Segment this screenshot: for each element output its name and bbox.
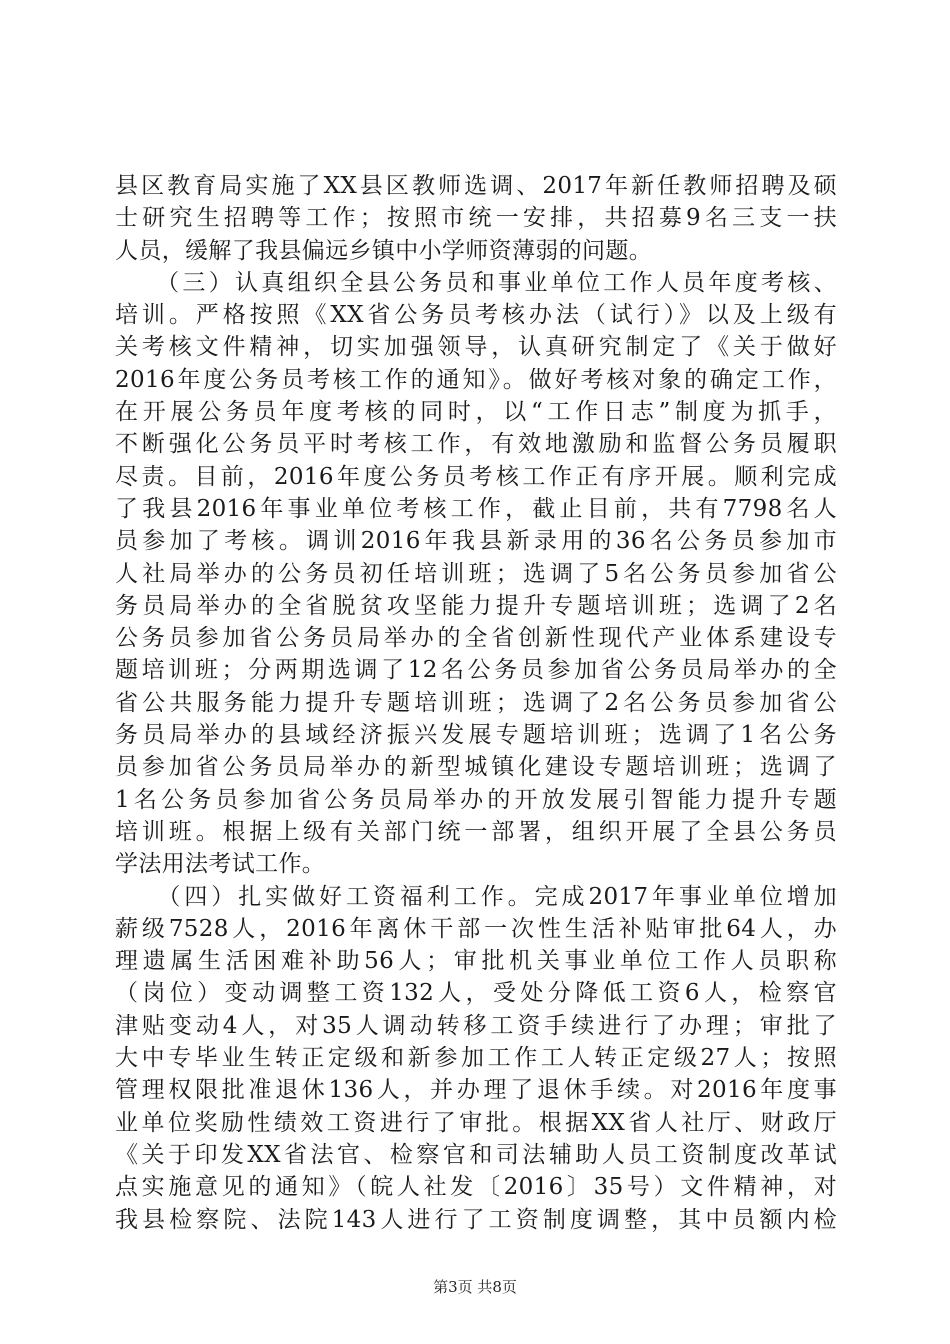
text-line: 务员局举办的全省脱贫攻坚能力提升专题培训班；选调了2名 <box>115 592 837 619</box>
text-line: 员参加省公务员局举办的新型城镇化建设专题培训班；选调了 <box>115 754 837 781</box>
text-line: 学法用法考试工作。 <box>115 851 326 878</box>
text-line: 点实施意见的通知》（皖人社发〔2016〕35号）文件精神，对 <box>115 1174 837 1201</box>
text-line: （岗位）变动调整工资132人，受处分降低工资6人，检察官 <box>115 980 837 1007</box>
text-line: 1名公务员参加省公务员局举办的开放发展引智能力提升专题 <box>115 786 837 813</box>
text-line: （三）认真组织全县公务员和事业单位工作人员年度考核、 <box>115 269 837 296</box>
text-line: 人员，缓解了我县偏远乡镇中小学师资薄弱的问题。 <box>115 237 653 264</box>
text-line: 公务员参加省公务员局举办的全省创新性现代产业体系建设专 <box>115 625 837 652</box>
text-line: 关考核文件精神，切实加强领导，认真研究制定了《关于做好 <box>115 334 837 361</box>
text-line: 我县检察院、法院143人进行了工资制度调整，其中员额内检 <box>115 1206 837 1233</box>
text-line: 不断强化公务员平时考核工作，有效地激励和监督公务员履职 <box>115 431 837 458</box>
text-line: 《关于印发XX省法官、检察官和司法辅助人员工资制度改革试 <box>115 1141 837 1168</box>
text-line: 尽责。目前，2016年度公务员考核工作正有序开展。顺利完成 <box>115 463 837 490</box>
text-line: 2016年度公务员考核工作的通知》。做好考核对象的确定工作， <box>115 366 837 393</box>
text-line: 在开展公务员年度考核的同时，以“工作日志”制度为抓手， <box>115 399 837 426</box>
text-line: 人社局举办的公务员初任培训班；选调了5名公务员参加省公 <box>115 560 837 587</box>
text-line: 县区教育局实施了XX县区教师选调、2017年新任教师招聘及硕 <box>115 173 837 199</box>
text-line: 了我县2016年事业单位考核工作，截止目前，共有7798名人 <box>115 495 837 522</box>
text-line: 题培训班；分两期选调了12名公务员参加省公务员局举办的全 <box>115 657 837 684</box>
text-line: 管理权限批准退休136人，并办理了退休手续。对2016年度事 <box>115 1077 837 1104</box>
text-line: （四）扎实做好工资福利工作。完成2017年事业单位增加 <box>115 883 837 910</box>
page-number: 第3页 共8页 <box>433 1278 517 1296</box>
document-body <box>115 170 837 1236</box>
text-line: 理遗属生活困难补助56人；审批机关事业单位工作人员职称 <box>115 948 837 975</box>
text-line: 培训。严格按照《XX省公务员考核办法（试行）》以及上级有 <box>115 302 837 329</box>
text-line: 薪级7528人，2016年离休干部一次性生活补贴审批64人，办 <box>115 915 837 942</box>
text-line: 大中专毕业生转正定级和新参加工作工人转正定级27人；按照 <box>115 1045 837 1072</box>
text-line: 员参加了考核。调训2016年我县新录用的36名公务员参加市 <box>115 528 837 555</box>
text-line: 业单位奖励性绩效工资进行了审批。根据XX省人社厅、财政厅 <box>115 1109 837 1136</box>
text-line: 津贴变动4人，对35人调动转移工资手续进行了办理；审批了 <box>115 1012 837 1039</box>
text-line: 士研究生招聘等工作；按照市统一安排，共招募9名三支一扶 <box>115 205 837 232</box>
text-line: 务员局举办的县域经济振兴发展专题培训班；选调了1名公务 <box>115 722 837 749</box>
text-line: 培训班。根据上级有关部门统一部署，组织开展了全县公务员 <box>115 818 837 845</box>
text-line: 省公共服务能力提升专题培训班；选调了2名公务员参加省公 <box>115 689 837 716</box>
